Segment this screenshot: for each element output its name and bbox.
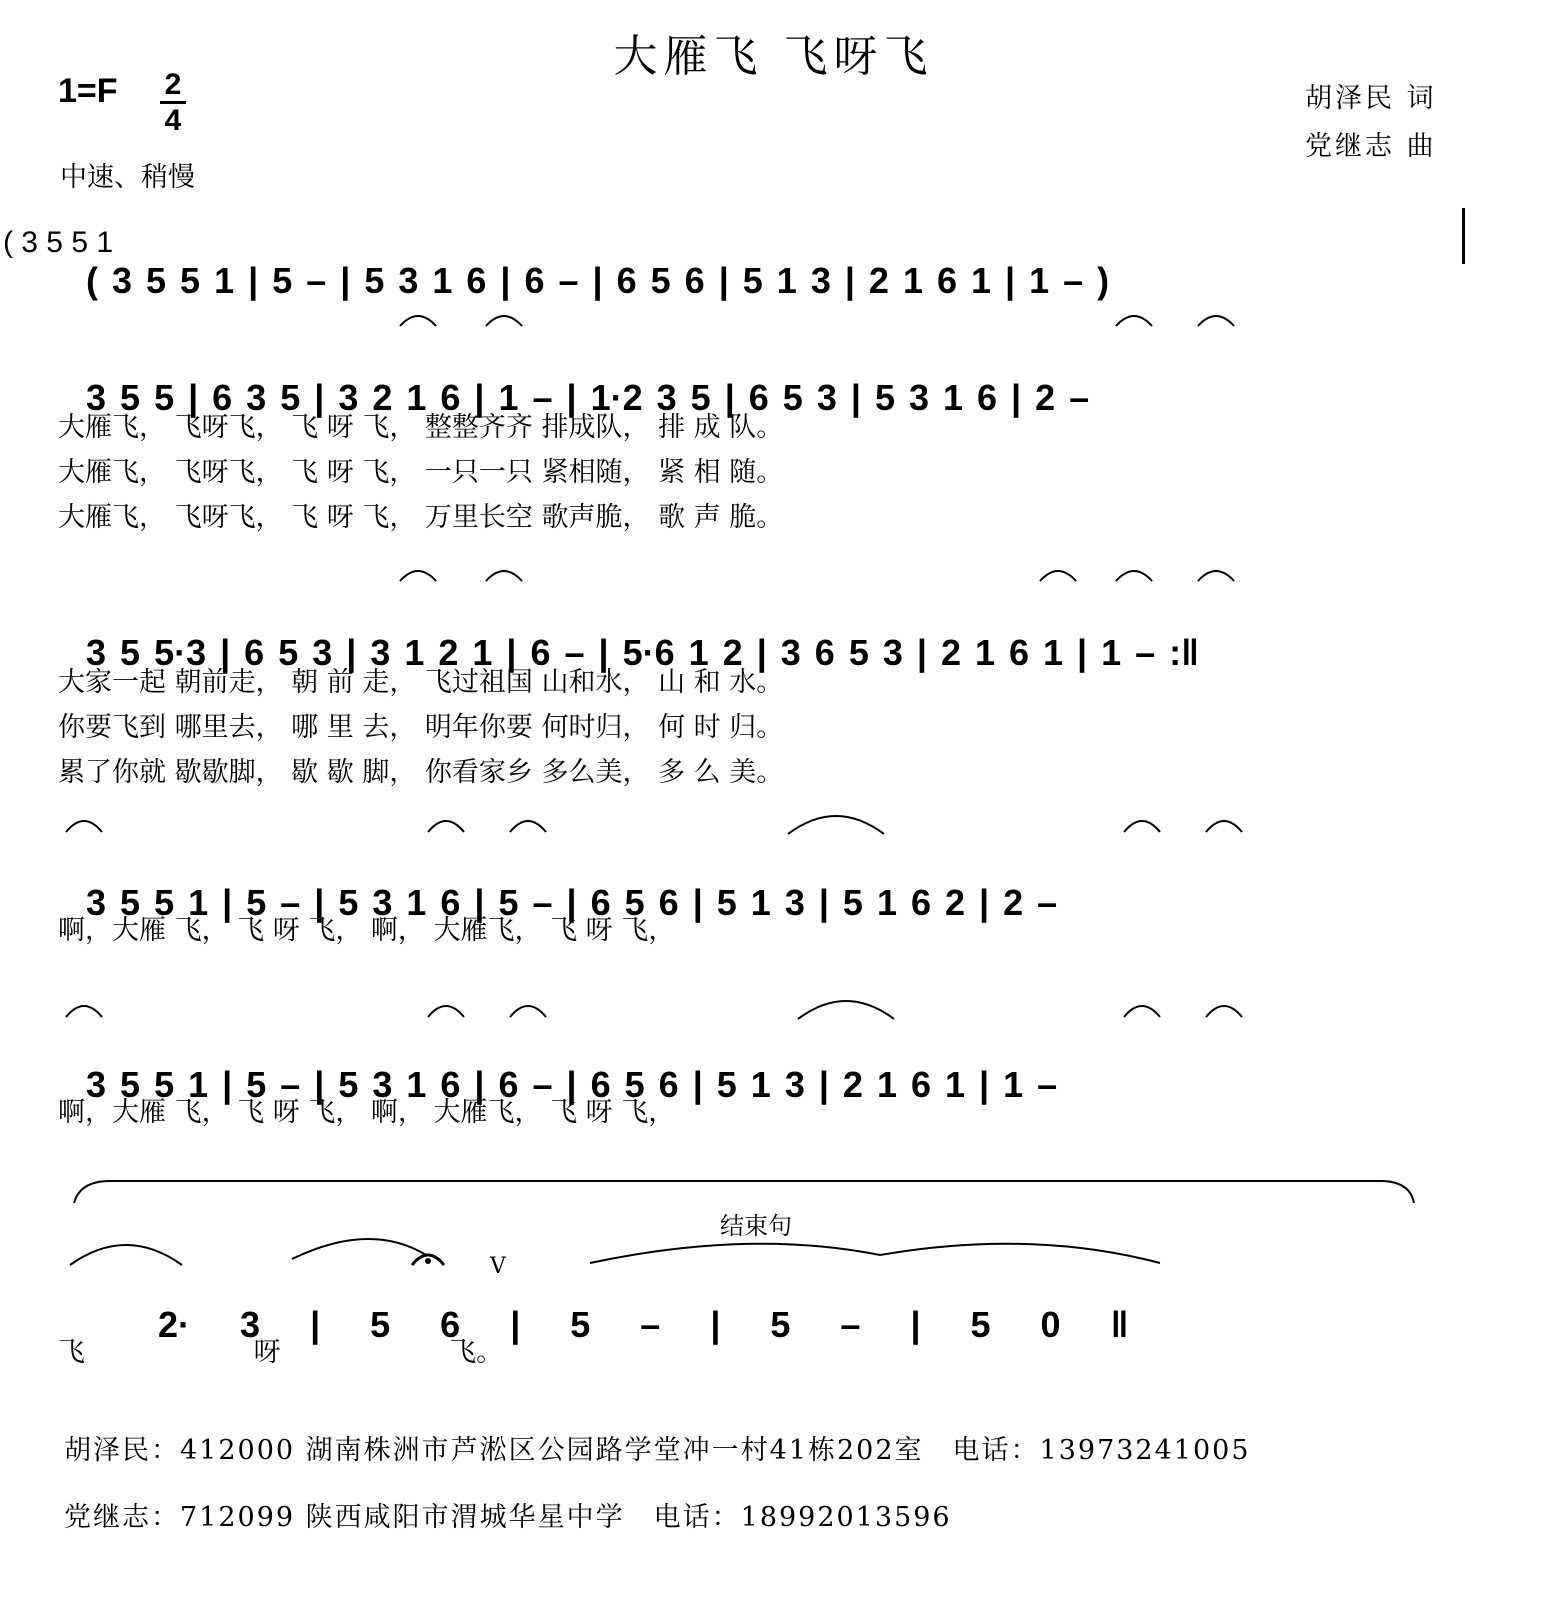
- slur-marks-refrain-a: [0, 800, 1547, 840]
- staff-measures-verse-b: 3 5 5·3 | 6 5 3 | 3 1 2 1 | 6 – | 5·6 1 2 | 3 6 5 3 | 2 1 6 1 | 1 – :‖: [86, 632, 1200, 673]
- measure: 5 3 1 6: [874, 377, 998, 418]
- measure: 2 1 6 1: [842, 1064, 966, 1105]
- measure: 2 1 6 1: [868, 260, 992, 301]
- meter-denominator: 4: [164, 104, 182, 137]
- measure: 2· 3: [158, 1304, 261, 1345]
- measure: 1 –: [1003, 1064, 1058, 1105]
- measure: 3 5 5 1: [86, 882, 209, 923]
- ending-label: 结束句: [720, 1212, 792, 1240]
- measure: 3 6 5 3: [780, 632, 903, 673]
- staff-measures-intro: ( 3 5 5 1 | 5 – | 5 3 1 6 | 6 – | 6 5 6 | 5 1 3 | 2 1 6 1 | 1 – ): [86, 260, 1110, 301]
- measure: 3 5 5·3: [86, 632, 207, 673]
- measure: 5 –: [770, 1304, 861, 1345]
- lyric-line: 大雁飞， 飞呀飞， 飞 呀 飞， 整整齐齐 排成队， 排 成 队。: [58, 412, 784, 443]
- measure: 5 –: [272, 260, 327, 301]
- composer-credit: 党继志 曲: [1305, 131, 1437, 162]
- measure: 3 5 5 1: [86, 1064, 209, 1105]
- ending-bracket: [0, 1175, 1547, 1205]
- slur-marks-verse-b: [0, 555, 1547, 585]
- staff-measures-refrain-a: 3 5 5 1 | 5 – | 5 3 1 6 | 5 – | 6 5 6 | 5 1 3 | 5 1 6 2 | 2 –: [86, 882, 1058, 923]
- measure: 5 0 ‖: [970, 1304, 1129, 1345]
- contact-line: 党继志：712099 陕西咸阳市渭城华星中学 电话：18992013596: [64, 1502, 952, 1533]
- measure: 6 5 6: [590, 1064, 679, 1105]
- meter-numerator: 2: [160, 68, 186, 104]
- measure: 6 3 5: [212, 377, 301, 418]
- measure: 5 1 3: [716, 1064, 805, 1105]
- lyric-line: 大家一起 朝前走， 朝 前 走， 飞过祖国 山和水， 山 和 水。: [58, 667, 784, 698]
- measure: 1 –: [498, 377, 553, 418]
- measure: 2 –: [1003, 882, 1058, 923]
- measure: ( 3 5 5 1: [86, 260, 235, 301]
- contact-line: 胡泽民：412000 湖南株洲市芦淞区公园路学堂冲一村41栋202室 电话：13973241005: [64, 1435, 1251, 1466]
- staff-measures-refrain-b: 3 5 5 1 | 5 – | 5 3 1 6 | 6 – | 6 5 6 | 5 1 3 | 2 1 6 1 | 1 –: [86, 1064, 1058, 1105]
- measure: 6 5 3: [748, 377, 837, 418]
- measure: 1 – :‖: [1101, 632, 1200, 673]
- measure: 5 –: [570, 1304, 661, 1345]
- measure: 2 1 6 1: [940, 632, 1064, 673]
- slur-marks-refrain-b: [0, 985, 1547, 1025]
- measure: 5 6: [370, 1304, 461, 1345]
- tempo-marking: 中速、稍慢: [60, 162, 195, 193]
- measure: 5 –: [498, 882, 553, 923]
- lyricist-credit: 胡泽民 词: [1305, 83, 1437, 114]
- lyric-line: 飞 呀 飞。: [58, 1337, 504, 1368]
- measure: 6 5 6: [590, 882, 679, 923]
- lyric-line: 大雁飞， 飞呀飞， 飞 呀 飞， 一只一只 紧相随， 紧 相 随。: [58, 457, 784, 488]
- measure: 5 1 3: [716, 882, 805, 923]
- measure: 6 –: [498, 1064, 553, 1105]
- measure: 6 –: [530, 632, 585, 673]
- measure: 6 5 3: [244, 632, 333, 673]
- staff-measures-verse-a: 3 5 5 | 6 3 5 | 3 2 1 6 | 1 – | 1·2 3 5 | 6 5 3 | 5 3 1 6 | 2 –: [86, 377, 1090, 418]
- measure: 6 5 6: [616, 260, 705, 301]
- time-signature: [160, 68, 186, 137]
- measure: 3 1 2 1: [370, 632, 493, 673]
- measure: 2 –: [1035, 377, 1090, 418]
- slur-marks-verse-a: [0, 300, 1547, 330]
- song-title: 大雁飞 飞呀飞: [613, 31, 934, 82]
- measure: 5 3 1 6: [338, 1064, 461, 1105]
- lyric-line: 啊，大雁 飞， 飞 呀 飞， 啊， 大雁飞， 飞 呀 飞，: [58, 915, 676, 946]
- lyric-line: 大雁飞， 飞呀飞， 飞 呀 飞， 万里长空 歌声脆， 歌 声 脆。: [58, 502, 784, 533]
- staff-measures-ending: 2· 3 | 5 6 | 5 – | 5 – | 5 0 ‖: [158, 1304, 1129, 1345]
- measure: 5 –: [246, 1064, 301, 1105]
- lyric-line: 啊，大雁 飞， 飞 呀 飞， 啊， 大雁飞， 飞 呀 飞，: [58, 1097, 676, 1128]
- lyric-line: 累了你就 歇歇脚， 歇 歇 脚， 你看家乡 多么美， 多 么 美。: [58, 757, 784, 788]
- measure: 5 –: [246, 882, 301, 923]
- measure: 3 5 5: [86, 377, 175, 418]
- measure-text: ( 3 5 5 1: [2, 226, 114, 259]
- measure: 5·6 1 2: [622, 632, 743, 673]
- lyric-line: 你要飞到 哪里去， 哪 里 去， 明年你要 何时归， 何 时 归。: [58, 712, 784, 743]
- measure: 6 –: [524, 260, 579, 301]
- measure: 1 – ): [1029, 260, 1110, 301]
- measure: 5 1 6 2: [842, 882, 966, 923]
- measure: 3 2 1 6: [338, 377, 461, 418]
- measure: 5 3 1 6: [338, 882, 461, 923]
- measure: 5 3 1 6: [364, 260, 487, 301]
- breath-mark: V: [490, 1254, 506, 1279]
- measure: 5 1 3: [742, 260, 831, 301]
- measure: 1·2 3 5: [590, 377, 711, 418]
- key-signature: 1=F: [58, 72, 118, 110]
